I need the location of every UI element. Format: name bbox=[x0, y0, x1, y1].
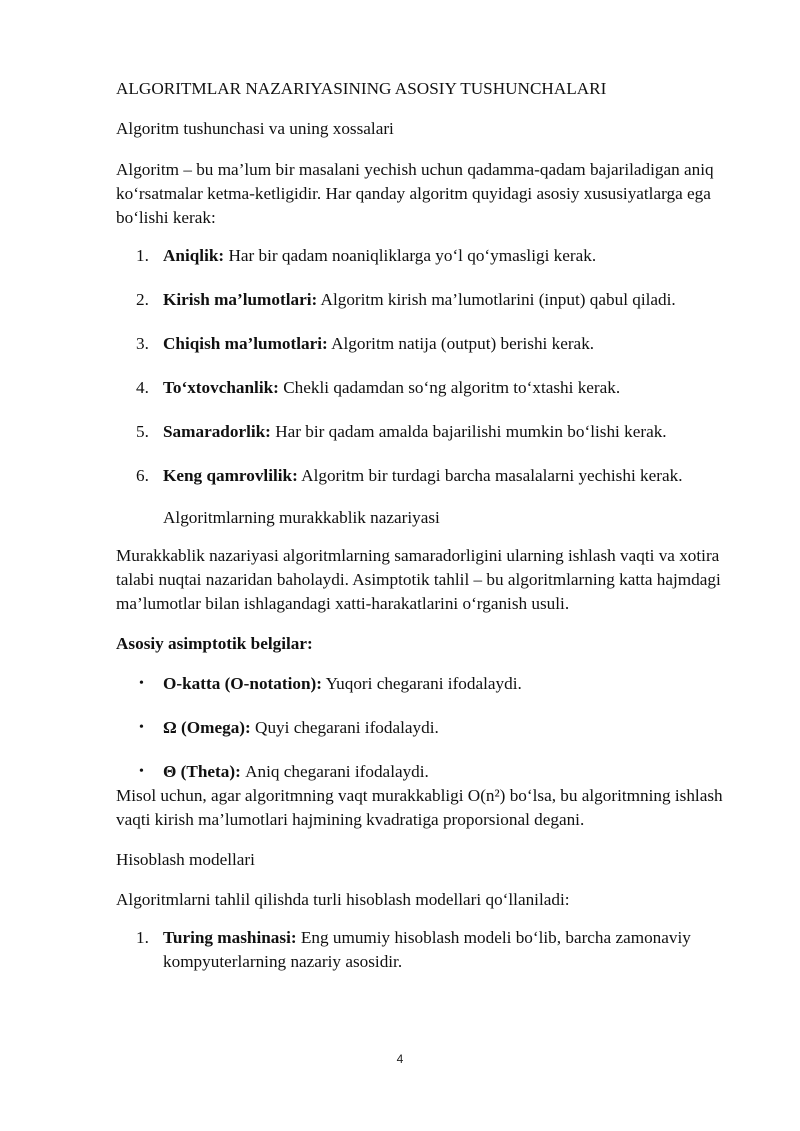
algorithm-definition-paragraph: Algoritm – bu ma’lum bir masalani yechish uchun qadamma-qadam bajariladigan aniq ko‘rsatmalar ketma-ketligidir. Har qanday algoritm quyidagi asosiy xususiyatlarga ega bo‘lishi kerak: bbox=[116, 160, 714, 227]
computation-models-list bbox=[116, 926, 740, 974]
property-text: Algoritm kirish ma’lumotlarini (input) qabul qiladi. bbox=[317, 290, 676, 309]
list-number: 2. bbox=[136, 290, 149, 309]
list-item bbox=[116, 760, 740, 784]
list-item bbox=[116, 464, 740, 488]
complexity-example-paragraph: Misol uchun, agar algoritmning vaqt murakkabligi O(n²) bo‘lsa, bu algoritmning ishlash vaqti kirish ma’lumotlari hajmining kvadratiga proporsional degani. bbox=[116, 786, 723, 829]
property-text: Algoritm bir turdagi barcha masalalarni yechishi kerak. bbox=[297, 466, 683, 485]
bullet-icon: • bbox=[139, 764, 144, 779]
bullet-icon: • bbox=[139, 720, 144, 735]
notation-text: Quyi chegarani ifodalaydi. bbox=[250, 718, 439, 737]
list-number: 3. bbox=[136, 334, 149, 353]
notation-text: Aniq chegarani ifodalaydi. bbox=[240, 762, 429, 781]
notation-term: O-katta (O-notation): bbox=[163, 674, 322, 693]
property-text: Chekli qadamdan so‘ng algoritm to‘xtashi kerak. bbox=[278, 378, 621, 397]
computation-models-intro: Algoritmlarni tahlil qilishda turli hisoblash modellari qo‘llaniladi: bbox=[116, 890, 570, 909]
model-term: Turing mashinasi: bbox=[163, 928, 297, 947]
list-item bbox=[116, 672, 740, 696]
property-text: Algoritm natija (output) berishi kerak. bbox=[327, 334, 595, 353]
complexity-theory-paragraph: Murakkablik nazariyasi algoritmlarning samaradorligini ularning ishlash vaqti va xotira talabi nuqtai nazaridan baholaydi. Asimptotik tahlil – bu algoritmlarning katta hajmdagi ma’lumotlar bilan ishlagandagi xatti-harakatlarini o‘rganish usuli. bbox=[116, 546, 721, 613]
page-number: 4 bbox=[396, 1052, 404, 1066]
list-item bbox=[116, 332, 740, 356]
list-number: 6. bbox=[136, 466, 149, 485]
bullet-icon: • bbox=[139, 676, 144, 691]
section-heading-computation-models: Hisoblash modellari bbox=[116, 850, 255, 869]
property-term: Kirish ma’lumotlari: bbox=[163, 290, 318, 309]
list-item bbox=[116, 244, 740, 268]
property-term: To‘xtovchanlik: bbox=[163, 378, 279, 397]
property-term: Chiqish ma’lumotlari: bbox=[163, 334, 328, 353]
list-item bbox=[116, 926, 740, 974]
notation-term: Ω (Omega): bbox=[163, 718, 251, 737]
document-title: ALGORITMLAR NAZARIYASINING ASOSIY TUSHUNCHALARI bbox=[116, 79, 607, 98]
section-heading-algorithm-concept: Algoritm tushunchasi va uning xossalari bbox=[116, 119, 394, 138]
list-number: 5. bbox=[136, 422, 149, 441]
property-term: Samaradorlik: bbox=[163, 422, 271, 441]
list-number: 4. bbox=[136, 378, 149, 397]
asymptotic-notation-list bbox=[116, 672, 740, 784]
section-heading-complexity: Algoritmlarning murakkablik nazariyasi bbox=[163, 508, 440, 527]
algorithm-properties-list bbox=[116, 244, 740, 488]
notation-term: Θ (Theta): bbox=[163, 762, 241, 781]
property-text: Har bir qadam amalda bajarilishi mumkin bo‘lishi kerak. bbox=[270, 422, 667, 441]
model-text: Eng umumiy hisoblash modeli bo‘lib, barcha zamonaviy kompyuterlarning nazariy asosidir. bbox=[163, 928, 691, 971]
list-item bbox=[116, 716, 740, 740]
property-term: Keng qamrovlilik: bbox=[163, 466, 298, 485]
notation-text: Yuqori chegarani ifodalaydi. bbox=[321, 674, 522, 693]
property-text: Har bir qadam noaniqliklarga yo‘l qo‘ymasligi kerak. bbox=[224, 246, 597, 265]
list-number: 1. bbox=[136, 246, 149, 265]
property-term: Aniqlik: bbox=[163, 246, 225, 265]
list-number: 1. bbox=[136, 928, 149, 947]
list-item bbox=[116, 420, 740, 444]
list-item bbox=[116, 288, 740, 312]
list-item bbox=[116, 376, 740, 400]
asymptotic-notation-heading: Asosiy asimptotik belgilar: bbox=[116, 634, 313, 653]
